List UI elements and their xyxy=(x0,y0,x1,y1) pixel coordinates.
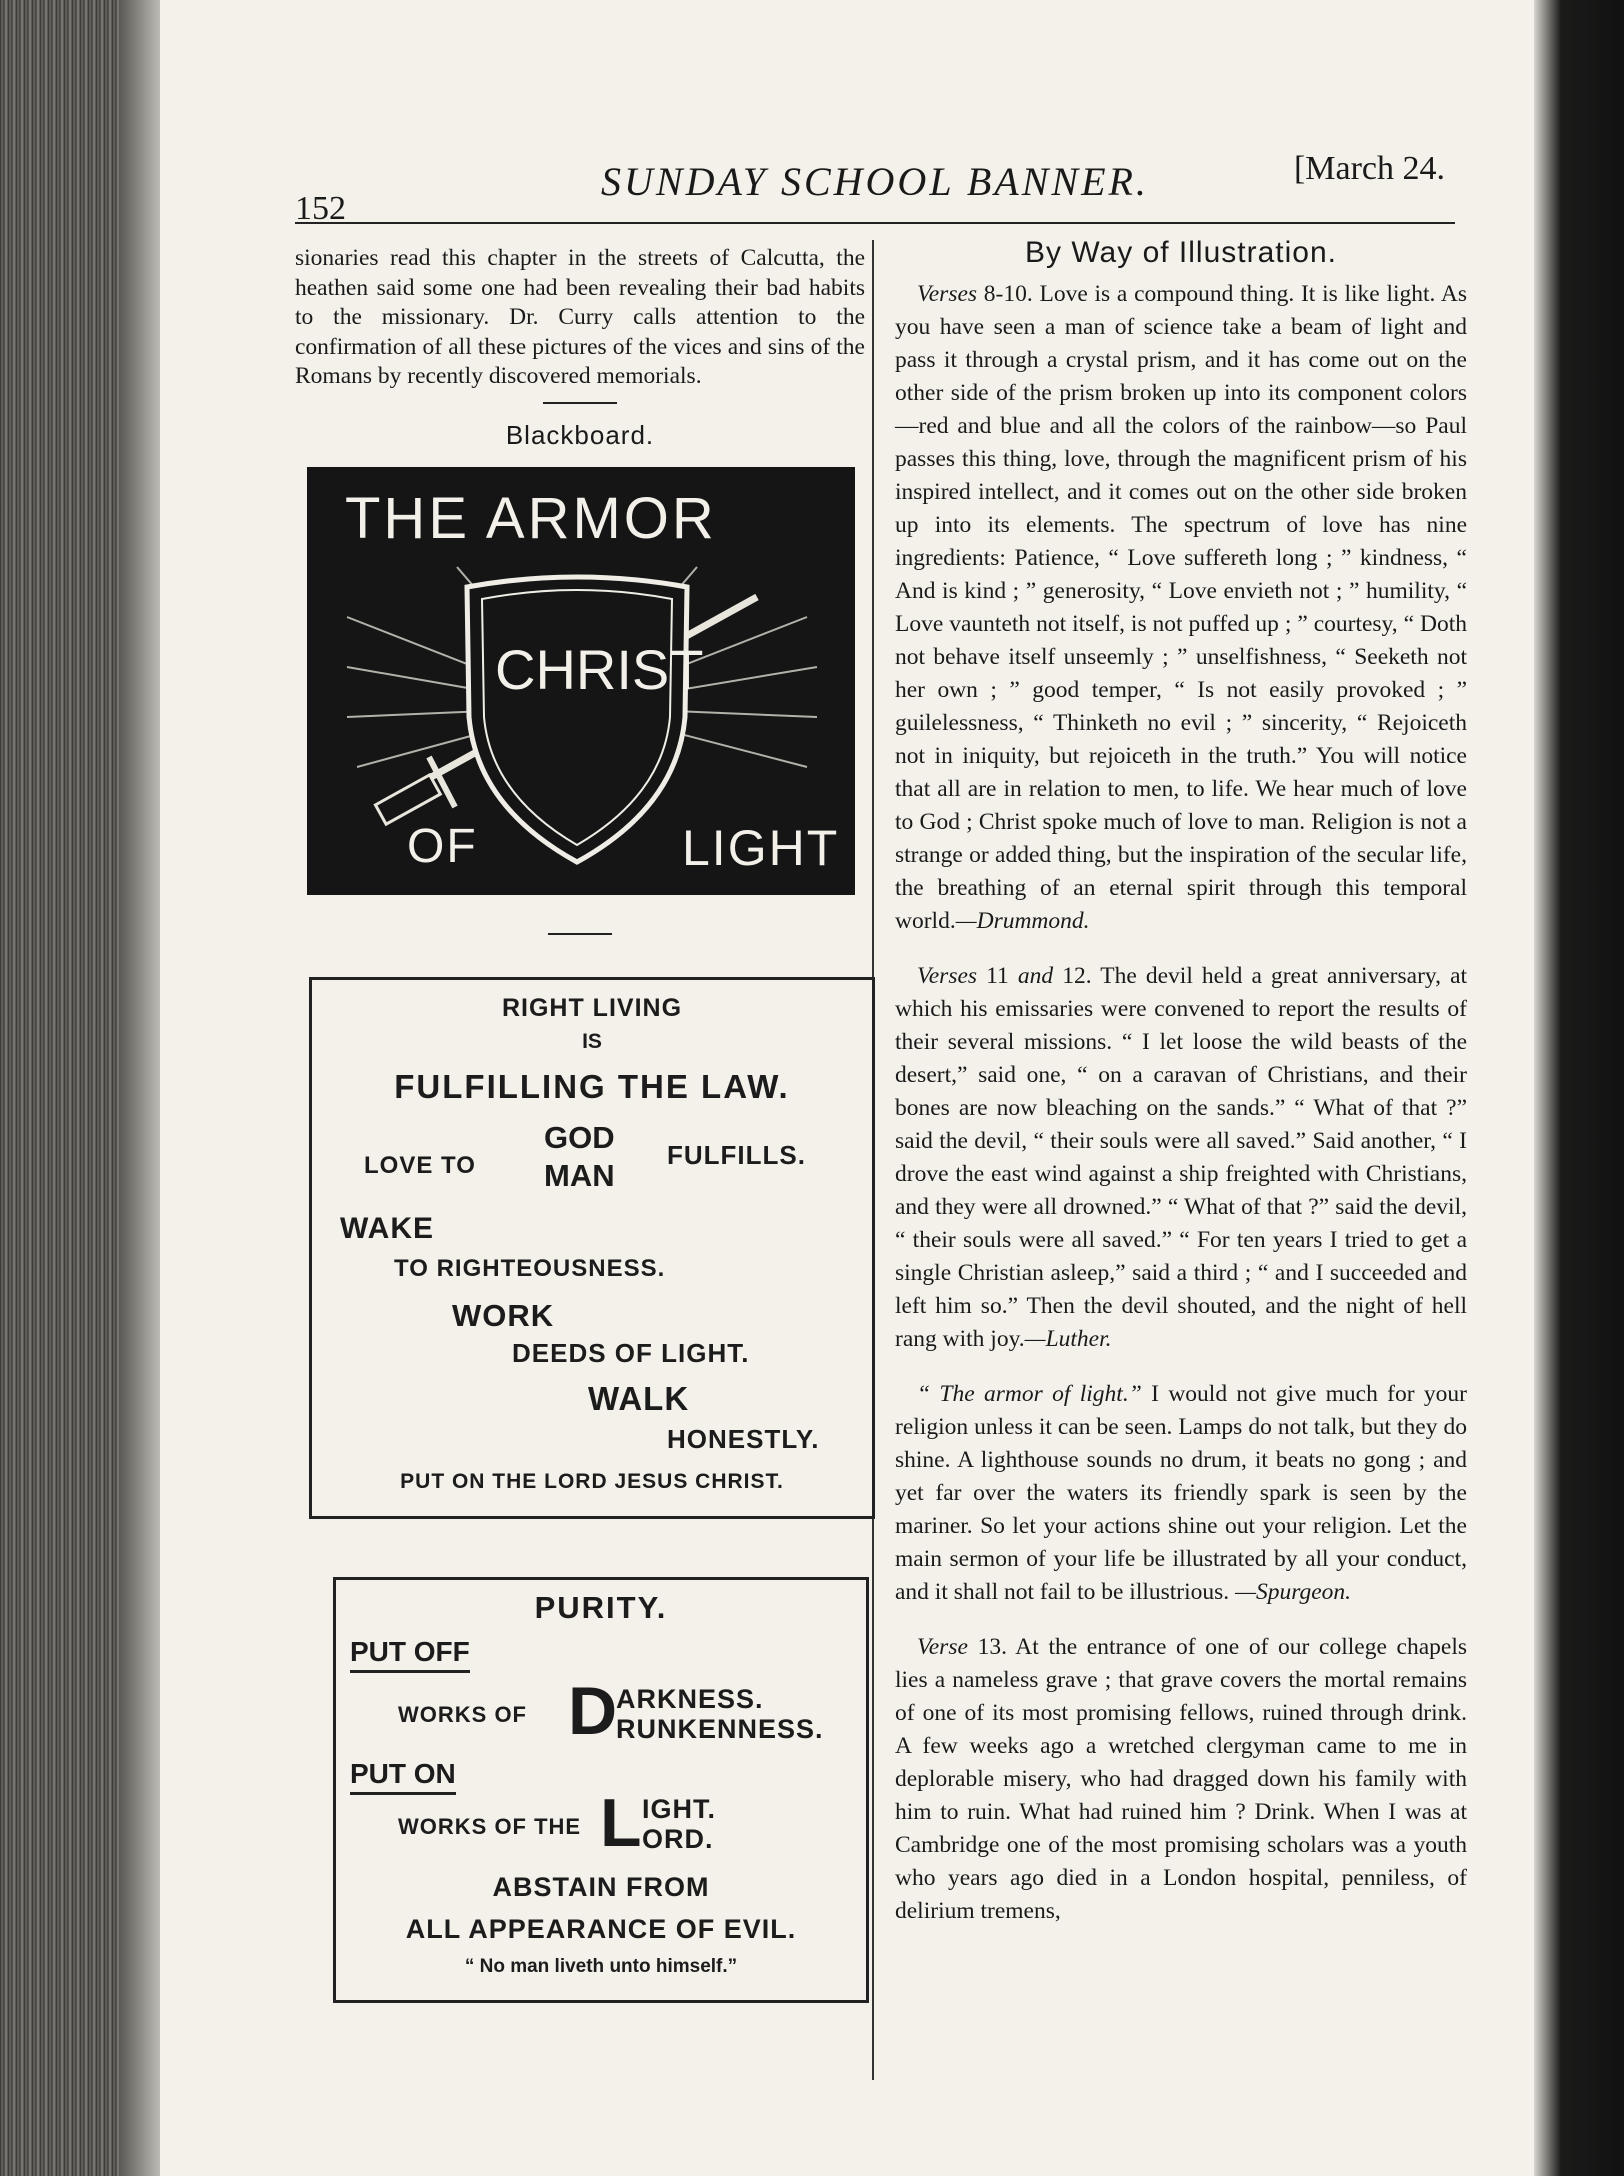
card-line: GOD xyxy=(544,1119,615,1155)
blackboard-illustration xyxy=(307,467,855,895)
verse-label: Verse xyxy=(917,1634,968,1660)
card-line: IS xyxy=(582,1029,602,1053)
attribution: —Luther. xyxy=(1024,1326,1112,1352)
card-line: ORD. xyxy=(642,1823,714,1854)
right-column xyxy=(895,236,1467,1950)
card-line: FULFILLS. xyxy=(667,1139,806,1170)
illustration-paragraph xyxy=(895,960,1467,1356)
illustration-paragraph xyxy=(895,1378,1467,1609)
book-gutter xyxy=(120,0,165,2176)
intro-paragraph: sionaries read this chapter in the streets of Calcutta, the heathen said some one had been revealing their bad habits to the missionary. Dr. Curry calls attention to the confirmation of all these pictures of the vices and sins of the Romans by recently discovered memorials. xyxy=(295,245,865,389)
paragraph-text: 13. At the entrance of one of our college chapels lies a nameless grave ; that grave covers the mortal remains of one of its most promising fellows, ruined through drink. A few weeks ago a wretched clergyman came to me in deplorable misery, who had dragged down his family with him to ruin. What had ruined him ? Drink. When I was at Cambridge one of the most promising scholars was a youth who years ago died in a London hospital, penniless, of delirium tremens, xyxy=(895,1634,1467,1924)
card-motto: “ No man liveth unto himself.” xyxy=(464,1955,738,1977)
card-line: FULFILLING THE LAW. xyxy=(394,1067,790,1105)
issue-date: [March 24. xyxy=(1293,150,1445,187)
card-line: PUT ON THE LORD JESUS CHRIST. xyxy=(400,1469,784,1493)
card-line: WAKE xyxy=(340,1211,434,1245)
divider xyxy=(543,402,617,404)
blackboard-light: LIGHT xyxy=(682,819,840,876)
card-line: RIGHT LIVING xyxy=(501,993,683,1022)
card-line: RUNKENNESS. xyxy=(616,1713,824,1744)
paragraph-text: 12. The devil held a great anniversary, at which his emissaries were convened to report the results of their several missions. “ I let loose the wild beasts of the desert,” said one, “ on a caravan of Christians, and their bones are now bleaching on the sands.” “ What of that ?” said the devil, “ their souls were all saved.” Said another, “ I drove the east wind against a ship freighted with Christians, and they were all drowned.” “ What of that ?” said the devil, “ their souls were all saved.” “ For ten years I tried to get a single Christian asleep,” said a third ; “ and I succeeded and left him so.” Then the devil shouted, and the night of hell rang with joy. xyxy=(895,963,1468,1352)
paragraph-text: I would not give much for your religion unless it can be seen. Lamps do not talk, but they do shine. A lighthouse sounds no drum, it beats no gong ; and yet far over the waters its friendly spark is seen by the mariner. So let your actions shine out your religion. Let the main sermon of your life be illustrated by all your conduct, and it shall not fail to be illustrious. xyxy=(895,1381,1467,1605)
card-big-letter: L xyxy=(600,1784,642,1861)
card-line: WORKS OF xyxy=(398,1701,527,1727)
verse-label: Verses xyxy=(917,963,978,989)
verse-conjunction: and xyxy=(1017,963,1054,989)
verse-number: 11 xyxy=(986,963,1009,989)
verse-label: “ The armor of light.” xyxy=(917,1381,1142,1407)
card-line: WALK xyxy=(588,1379,690,1417)
purity-card xyxy=(333,1577,869,2003)
card-line: WORKS OF THE xyxy=(398,1813,582,1839)
card-line: MAN xyxy=(544,1157,615,1193)
card-line: DEEDS OF LIGHT. xyxy=(512,1337,750,1368)
left-column xyxy=(295,244,865,2003)
card-line: TO RIGHTEOUSNESS. xyxy=(394,1254,666,1282)
illustration-heading: By Way of Illustration. xyxy=(1025,236,1337,269)
paragraph-text: 8-10. Love is a compound thing. It is like light. As you have seen a man of science take a beam of light and pass it through a crystal prism, and it has come out on the other side of the prism broken up into its component colors—red and blue and all the colors of the rainbow—so Paul passes this thing, love, through the magnificent prism of his inspired intellect, and it comes out on the other side broken up into its elements. The spectrum of love has nine ingredients: Patience, “ Love suffereth long ; ” kindness, “ And is kind ; ” generosity, “ Love envieth not ; ” humility, “ Love vaunteth not itself, is not puffed up ; ” courtesy, “ Doth not behave itself unseemly ; ” unselfishness, “ Seeketh not her own ; ” good temper, “ Is not easily provoked ; ” guilelessness, “ Thinketh no evil ; ” sincerity, “ Rejoiceth not in iniquity, but rejoiceth in the truth.” You will notice that all are in relation to men, to life. We hear much of love to God ; Christ spoke much of love to man. Religion is not a strange or added thing, but the inspiration of the secular life, the breathing of an eternal spirit through this temporal world. xyxy=(895,281,1467,934)
card-line: HONESTLY. xyxy=(667,1423,820,1454)
card-line: LOVE TO xyxy=(364,1151,476,1179)
blackboard-title: THE ARMOR xyxy=(345,485,717,551)
blackboard-heading: Blackboard. xyxy=(505,419,655,450)
illustration-paragraph xyxy=(895,1631,1467,1928)
card-line: ARKNESS. xyxy=(616,1683,764,1714)
card-line: IGHT. xyxy=(642,1793,717,1824)
attribution: —Drummond. xyxy=(955,908,1090,934)
card-line: ABSTAIN FROM xyxy=(492,1871,710,1902)
card-big-letter: D xyxy=(568,1672,618,1749)
card-line: PUT ON xyxy=(350,1758,456,1795)
card-line: PUT OFF xyxy=(350,1636,470,1673)
journal-title: SUNDAY SCHOOL BANNER. xyxy=(601,159,1149,204)
page-number: 152 xyxy=(295,190,346,227)
book-shadow xyxy=(1534,0,1624,2176)
divider xyxy=(548,933,612,935)
blackboard-of: OF xyxy=(407,819,478,873)
card-line: ALL APPEARANCE OF EVIL. xyxy=(405,1913,797,1944)
illustration-paragraph xyxy=(895,278,1467,938)
blackboard-center: CHRIST xyxy=(495,637,704,701)
verse-label: Verses xyxy=(917,281,978,307)
card-title: PURITY. xyxy=(534,1589,668,1625)
attribution: —Spurgeon. xyxy=(1235,1579,1352,1605)
right-living-card xyxy=(309,977,875,1519)
running-head xyxy=(295,150,1455,227)
card-line: WORK xyxy=(452,1297,555,1333)
page xyxy=(160,0,1540,2176)
